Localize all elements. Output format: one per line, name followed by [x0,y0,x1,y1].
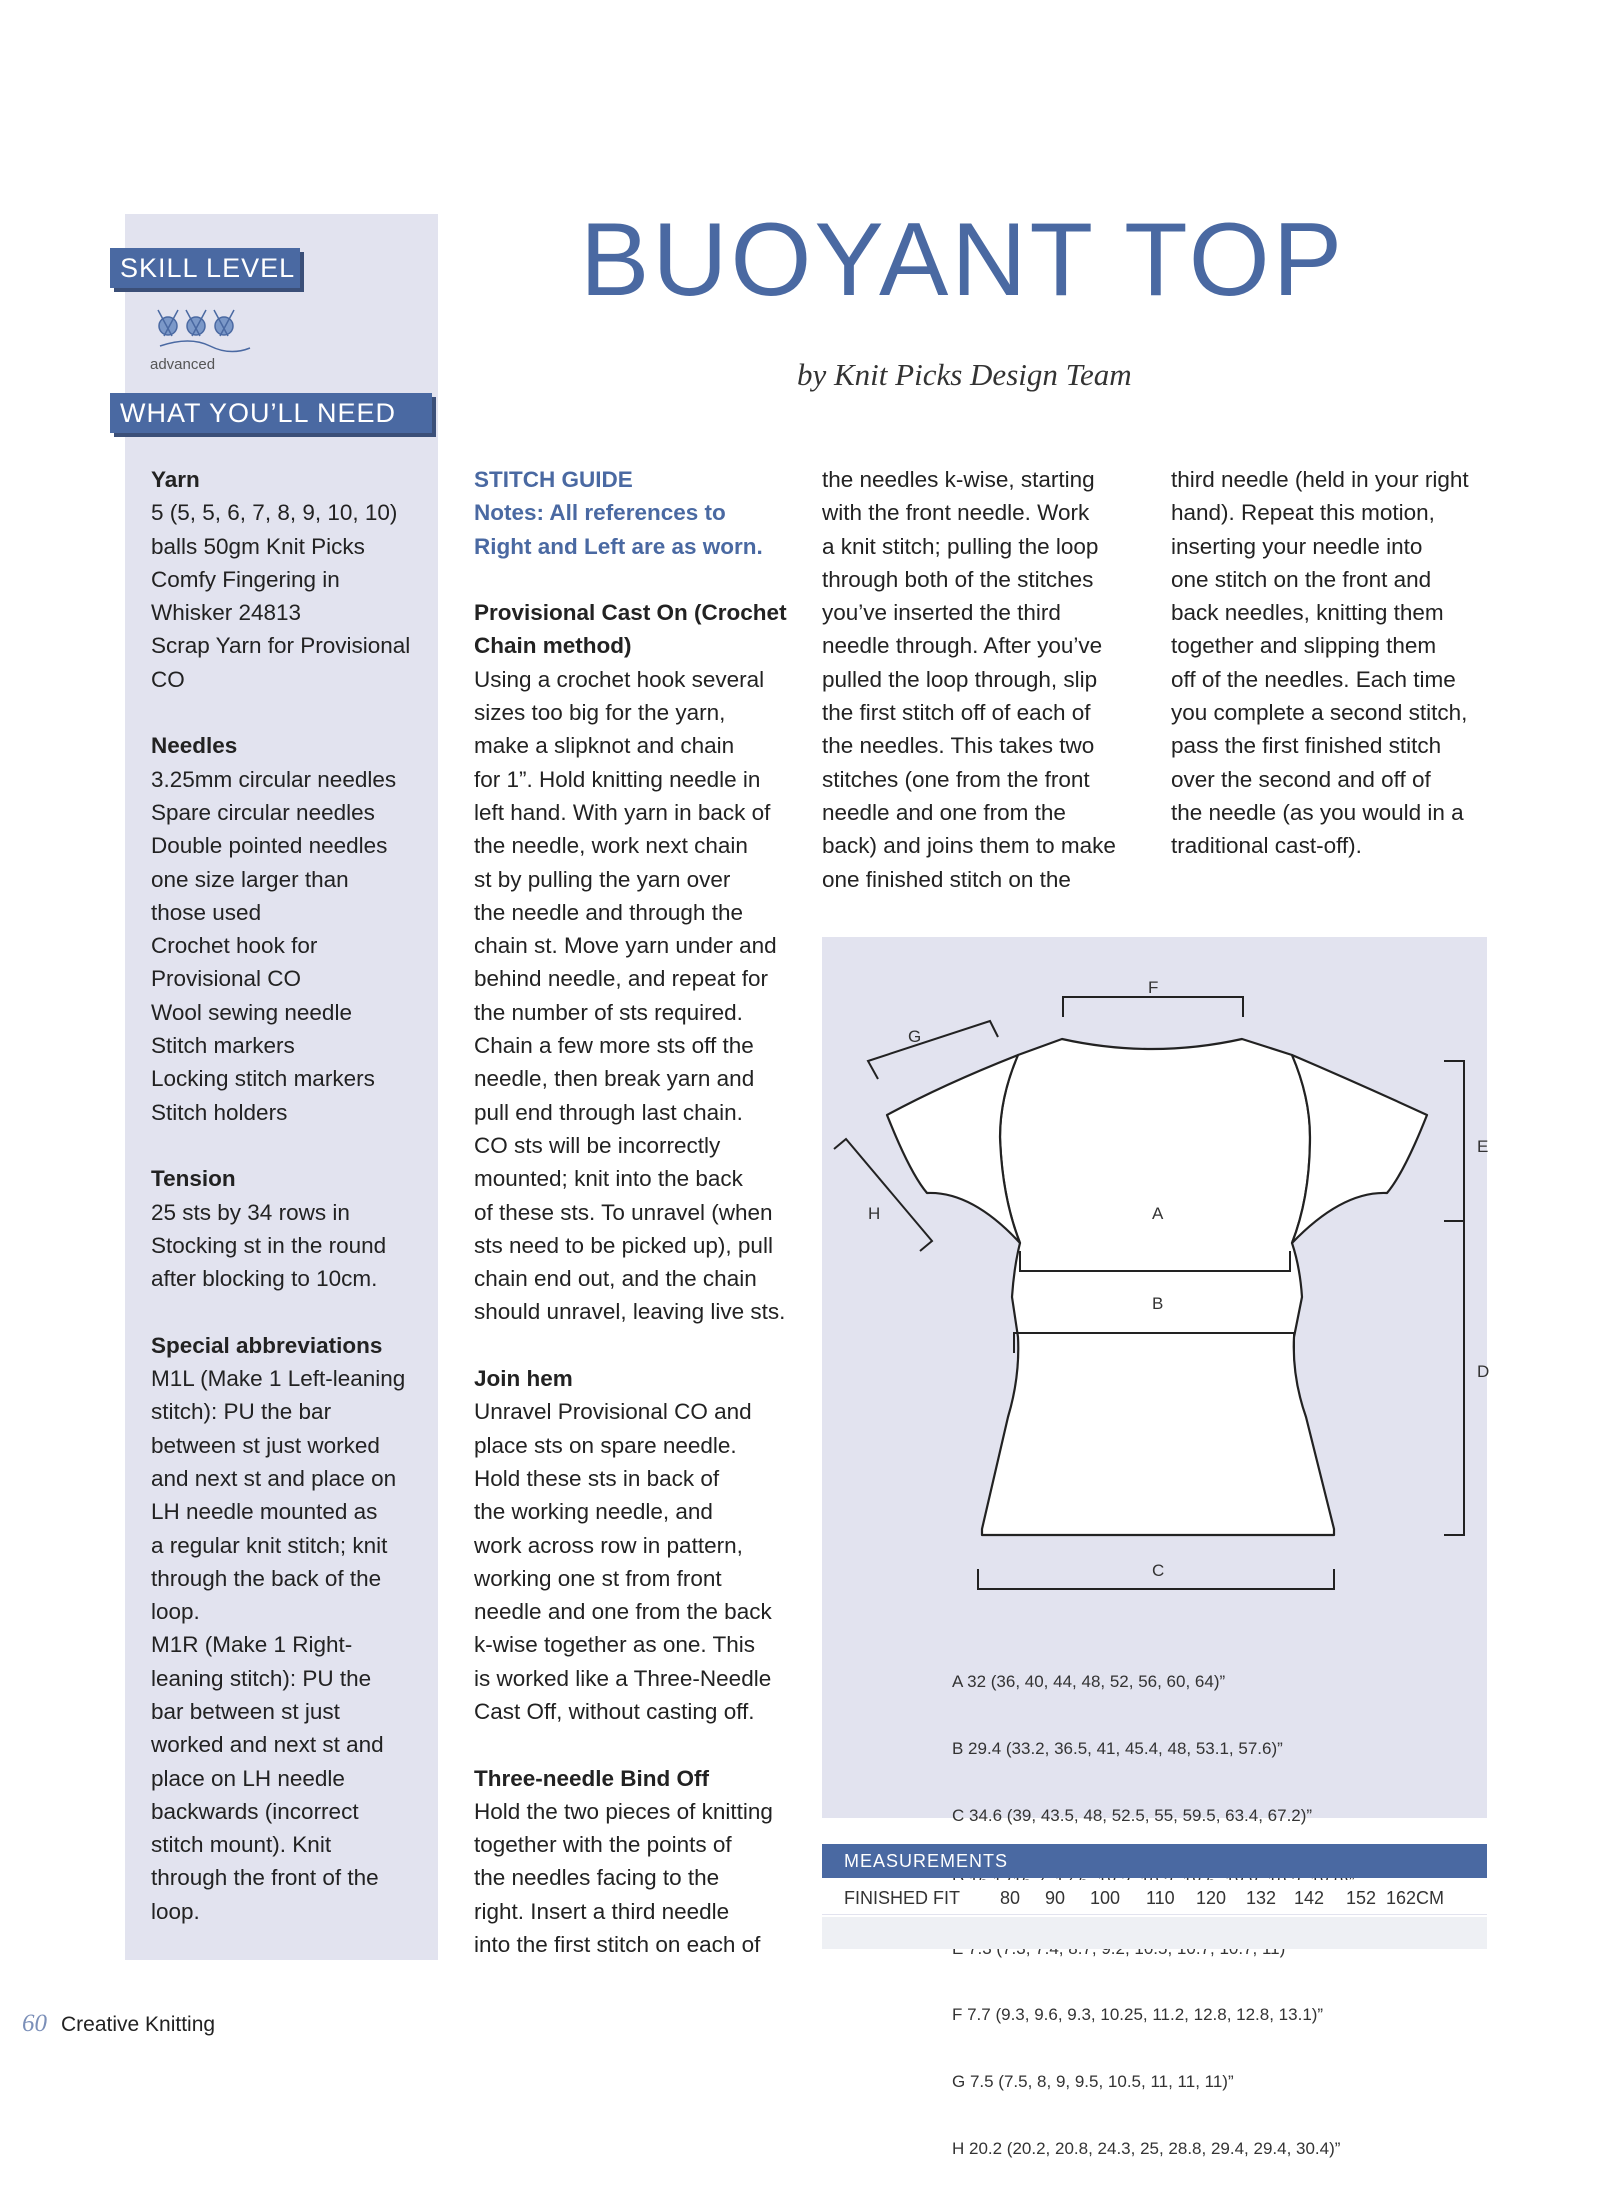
three-needle-heading: Three-needle Bind Off [474,1765,710,1791]
provisional-line: should unravel, leaving live sts. [474,1299,786,1325]
needles-line: 3.25mm circular needles [151,766,397,792]
join-line: the working needle, and [474,1499,713,1525]
skill-level-tag: SKILL LEVEL [110,248,300,288]
abbr-line: bar between st just [151,1698,340,1724]
bind-line: right. Insert a third needle [474,1898,730,1924]
abbr-line: worked and next st and [151,1732,384,1758]
abbr-line: LH needle mounted as [151,1499,378,1525]
text-line: you complete a second stitch, [1171,700,1468,726]
join-line: needle and one from the back [474,1599,772,1625]
page-footer [22,2010,215,2038]
abbr-line: through the front of the [151,1865,379,1891]
text-line: off of the needles. Each time [1171,666,1456,692]
text-line: over the second and off of [1171,766,1431,792]
needles-line: Double pointed needles [151,833,388,859]
abbr-line: stitch): PU the bar [151,1399,332,1425]
byline: by Knit Picks Design Team [797,357,1132,392]
abbr-line: leaning stitch): PU the [151,1665,372,1691]
text-line: pulled the loop through, slip [822,666,1098,692]
text-line: traditional cast-off). [1171,833,1362,859]
text-line: pass the first finished stitch [1171,733,1442,759]
label-c: C [1152,1561,1165,1580]
abbr-line: stitch mount). Knit [151,1832,332,1858]
continued-column [822,463,1162,896]
text-line: the needles. This takes two [822,733,1095,759]
provisional-line: for 1”. Hold knitting needle in [474,766,761,792]
text-line: hand). Repeat this motion, [1171,500,1435,526]
provisional-line: the needle, work next chain [474,833,748,859]
yarn-heading: Yarn [151,467,200,492]
join-line: work across row in pattern, [474,1532,743,1558]
table-empty-row [822,1917,1487,1949]
stitch-guide-heading: STITCH GUIDE [474,467,633,492]
join-line: Unravel Provisional CO and [474,1399,752,1425]
text-line: stitches (one from the front [822,766,1090,792]
tension-line: Stocking st in the round [151,1232,387,1258]
needles-heading: Needles [151,733,238,759]
label-h: H [868,1204,881,1223]
tension-heading: Tension [151,1166,236,1192]
text-line: back) and joins them to make [822,833,1116,859]
label-f: F [1148,978,1159,997]
label-d: D [1477,1362,1490,1381]
fit-value: 90 [1045,1888,1066,1908]
needles-line: those used [151,899,262,925]
text-line: together and slipping them [1171,633,1437,659]
yarn-line: Whisker 24813 [151,600,302,626]
bind-line: Hold the two pieces of knitting [474,1798,773,1824]
abbr-line: loop. [151,1898,200,1924]
measurement-line: G 7.5 (7.5, 8, 9, 9.5, 10.5, 11, 11, 11)” [952,2072,1234,2092]
abbr-line: through the back of the [151,1565,382,1591]
abbr-line: M1L (Make 1 Left-leaning [151,1366,406,1392]
materials-column [151,463,441,1928]
bind-line: the needles facing to the [474,1865,720,1891]
finished-fit-row [822,1880,1487,1915]
skill-level-label: advanced [150,356,216,373]
measurement-line: B 29.4 (33.2, 36.5, 41, 45.4, 48, 53.1, 57.6)” [952,1739,1283,1759]
provisional-line: make a slipknot and chain [474,733,735,759]
text-line: you’ve inserted the third [822,600,1061,626]
text-line: inserting your needle into [1171,533,1423,559]
text-line: with the front needle. Work [822,500,1090,526]
abbr-line: between st just worked [151,1432,380,1458]
page-number: 60 [22,2010,47,2037]
provisional-heading: Provisional Cast On (Crochet [474,600,787,626]
text-line: one finished stitch on the [822,866,1071,892]
abbr-line: backwards (incorrect [151,1798,359,1824]
text-line: needle and one from the [822,799,1066,825]
text-line: back needles, knitting them [1171,600,1444,626]
text-line: the needle (as you would in a [1171,799,1464,825]
tension-line: 25 sts by 34 rows in [151,1199,350,1225]
abbr-line: loop. [151,1599,200,1625]
needles-line: Wool sewing needle [151,999,352,1025]
measurement-line: H 20.2 (20.2, 20.8, 24.3, 25, 28.8, 29.4, 29.4, 30.4)” [952,2138,1341,2158]
join-line: k-wise together as one. This [474,1632,755,1658]
yarn-line: Comfy Fingering in [151,566,340,592]
provisional-line: left hand. With yarn in back of [474,799,771,825]
fit-value: 100 [1090,1888,1121,1908]
finished-fit-label: FINISHED FIT [844,1888,960,1908]
abbreviations-heading: Special abbreviations [151,1332,383,1358]
needles-line: Crochet hook for [151,933,318,959]
join-line: working one st from front [474,1565,722,1591]
fit-value: 120 [1196,1888,1227,1908]
provisional-line: behind needle, and repeat for [474,966,768,992]
provisional-heading: Chain method) [474,633,632,659]
abbr-line: a regular knit stitch; knit [151,1532,388,1558]
label-a: A [1152,1204,1164,1223]
provisional-line: the number of sts required. [474,999,743,1025]
provisional-line: sts need to be picked up), pull [474,1232,773,1258]
needles-line: Stitch markers [151,1033,295,1059]
notes-line: Notes: All references to [474,500,726,526]
provisional-line: chain end out, and the chain [474,1266,757,1292]
stitch-guide-column [474,463,814,1961]
label-e: E [1477,1137,1489,1156]
provisional-line: mounted; knit into the back [474,1166,743,1192]
yarn-line: balls 50gm Knit Picks [151,533,365,559]
needles-line: one size larger than [151,866,349,892]
bind-line: together with the points of [474,1832,732,1858]
tension-line: after blocking to 10cm. [151,1266,378,1292]
measurement-line: F 7.7 (9.3, 9.6, 9.3, 10.25, 11.2, 12.8, 12.8, 13.1)” [952,2005,1324,2025]
page-title: BUOYANT TOP [580,202,1346,318]
abbr-line: place on LH needle [151,1765,345,1791]
yarn-line: 5 (5, 5, 6, 7, 8, 9, 10, 10) [151,500,398,526]
abbr-line: M1R (Make 1 Right- [151,1632,353,1658]
needles-line: Stitch holders [151,1099,288,1125]
text-line: one stitch on the front and [1171,566,1432,592]
provisional-line: of these sts. To unravel (when [474,1199,773,1225]
join-line: Hold these sts in back of [474,1465,720,1491]
measurement-line: A 32 (36, 40, 44, 48, 52, 56, 60, 64)” [952,1672,1226,1692]
provisional-line: sizes too big for the yarn, [474,700,726,726]
label-b: B [1152,1294,1164,1313]
provisional-line: Chain a few more sts off the [474,1033,754,1059]
needles-line: Locking stitch markers [151,1066,375,1092]
fit-value: 152 [1346,1888,1377,1908]
text-line: the first stitch off of each of [822,700,1091,726]
bind-line: into the first stitch on each of [474,1932,761,1958]
publication-name: Creative Knitting [61,2013,216,2036]
notes-line: Right and Left are as worn. [474,533,763,559]
text-line: needle through. After you’ve [822,633,1103,659]
fit-value: 110 [1146,1888,1175,1908]
measurements-header: MEASUREMENTS [822,1844,1487,1878]
provisional-line: st by pulling the yarn over [474,866,731,892]
abbr-line: and next st and place on [151,1465,397,1491]
continued-column-2 [1171,463,1491,863]
fit-value: 162CM [1386,1888,1445,1908]
fit-value: 132 [1246,1888,1277,1908]
fit-value: 142 [1294,1888,1325,1908]
fit-value: 80 [1000,1888,1021,1908]
text-line: a knit stitch; pulling the loop [822,533,1099,559]
join-line: Cast Off, without casting off. [474,1698,755,1724]
provisional-line: the needle and through the [474,899,743,925]
measurement-line: C 34.6 (39, 43.5, 48, 52.5, 55, 59.5, 63.4, 67.2)” [952,1805,1313,1825]
join-hem-heading: Join hem [474,1366,573,1392]
needles-line: Spare circular needles [151,799,375,825]
yarn-line: CO [151,666,185,692]
join-line: is worked like a Three-Needle [474,1665,772,1691]
join-line: place sts on spare needle. [474,1432,737,1458]
text-line: the needles k-wise, starting [822,467,1095,492]
what-youll-need-tag: WHAT YOU’LL NEED [110,393,432,433]
needles-line: Provisional CO [151,966,302,992]
text-line: through both of the stitches [822,566,1094,592]
provisional-line: needle, then break yarn and [474,1066,755,1092]
provisional-line: pull end through last chain. [474,1099,743,1125]
provisional-line: CO sts will be incorrectly [474,1132,721,1158]
provisional-line: Using a crochet hook several [474,666,765,692]
yarn-balls-icon [150,306,260,356]
provisional-line: chain st. Move yarn under and [474,933,777,959]
text-line: third needle (held in your right [1171,467,1469,492]
yarn-line: Scrap Yarn for Provisional [151,633,411,659]
label-g: G [908,1027,922,1046]
